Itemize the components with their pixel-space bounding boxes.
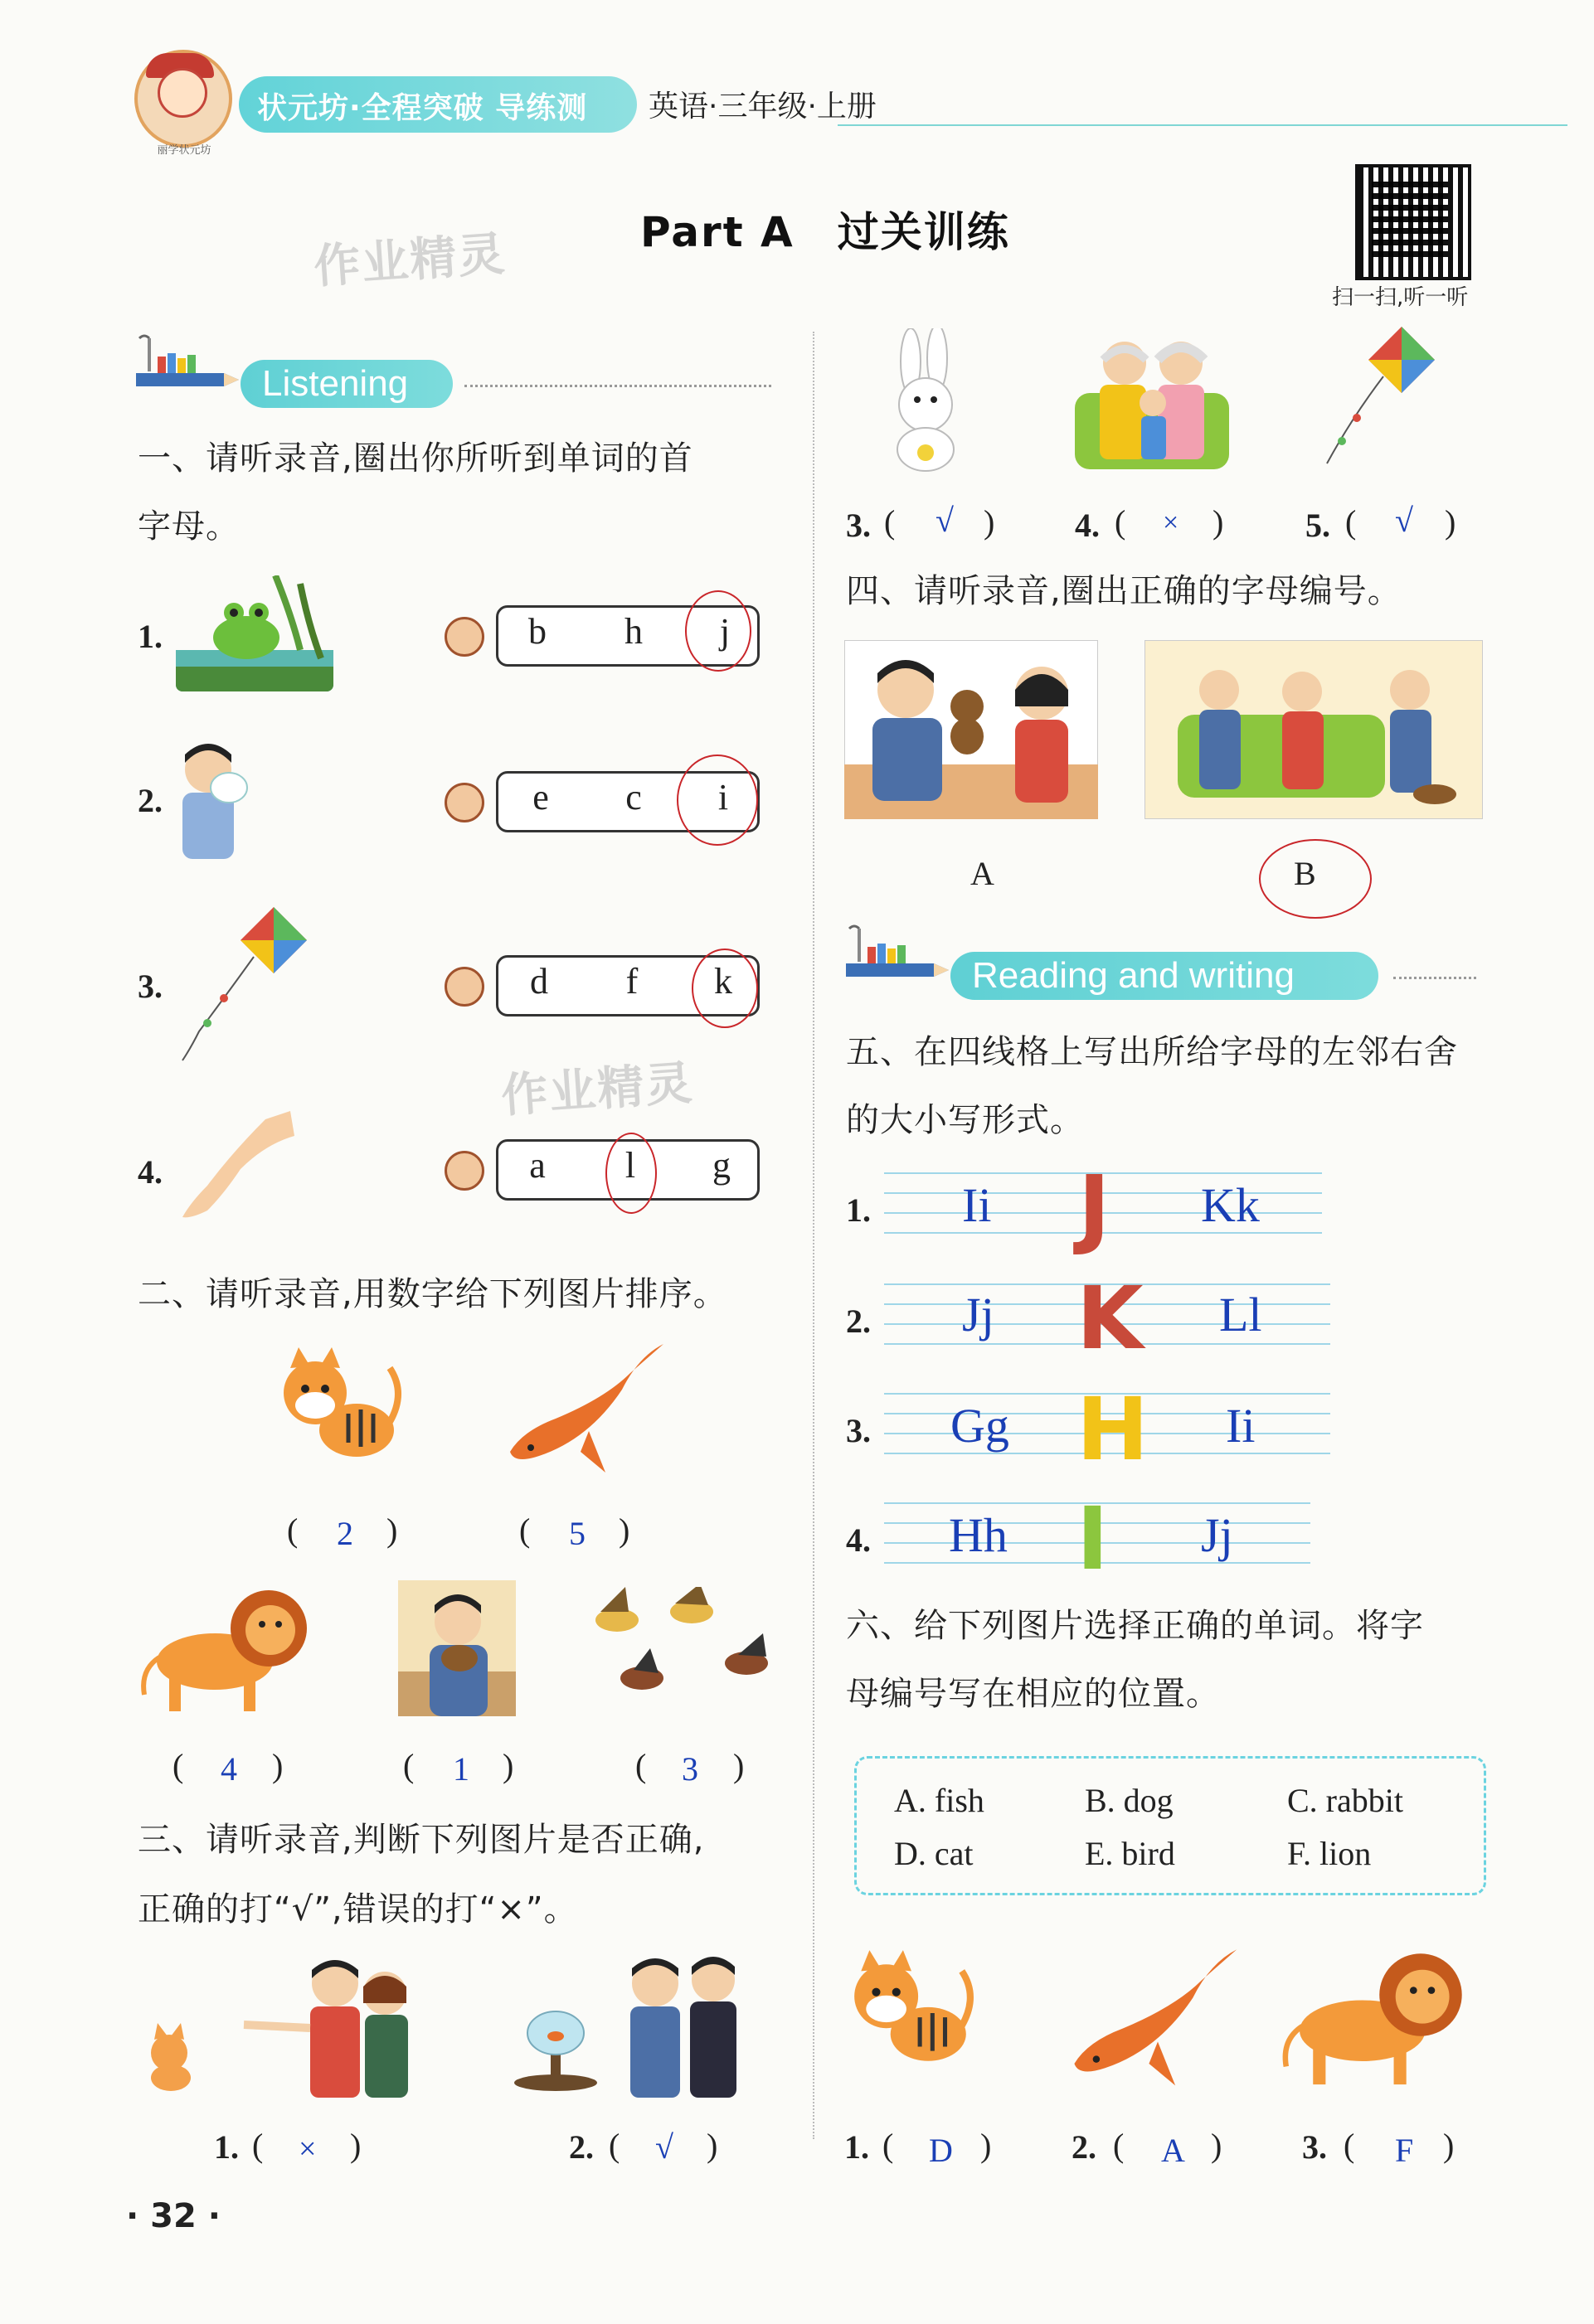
q3-item-number: 4. (1075, 507, 1100, 544)
q3-item-number: 2. (569, 2128, 594, 2166)
q5-right-answer[interactable]: Kk (1201, 1178, 1260, 1232)
listen-girl-icon (445, 1151, 484, 1191)
q5-left-answer[interactable]: Gg (950, 1399, 1009, 1453)
fish-icon (506, 1340, 672, 1481)
q2-title: 二、请听录音,用数字给下列图片排序。 (138, 1275, 727, 1313)
q3-answer[interactable]: √ (1395, 502, 1413, 539)
q1-item-number: 2. (138, 782, 163, 819)
q4-title: 四、请听录音,圈出正确的字母编号。 (846, 572, 1402, 610)
q3-paren-right: ) (707, 2127, 718, 2164)
word-option: B. dog (1085, 1782, 1174, 1819)
q6-answer[interactable]: A (1161, 2132, 1185, 2169)
fish-bowl-kids-icon (514, 1950, 755, 2101)
pencil-books-icon (843, 922, 950, 980)
q2-answer[interactable]: 1 (453, 1750, 469, 1788)
section-dots (1393, 977, 1476, 979)
q6-paren-right: ) (1211, 2127, 1222, 2164)
cat-kids-icon (136, 1953, 423, 2103)
lion-icon (1277, 1940, 1476, 2094)
listen-girl-icon (445, 617, 484, 657)
q6-paren-left: ( (1344, 2127, 1355, 2164)
word-option: E. bird (1085, 1835, 1175, 1872)
q3-paren-right: ) (984, 503, 995, 541)
answer-circle (677, 754, 758, 846)
listen-girl-icon (445, 783, 484, 822)
q5-title-line2: 的大小写形式。 (846, 1101, 1084, 1139)
pencil-books-icon (133, 332, 241, 390)
q1-option-letter[interactable]: g (712, 1145, 731, 1186)
q5-left-answer[interactable]: Ii (962, 1178, 992, 1232)
listen-girl-icon (445, 967, 484, 1007)
page-number: · 32 · (126, 2197, 221, 2235)
q5-given-letter: H (1076, 1379, 1149, 1480)
section-listening-label: Listening (241, 360, 453, 408)
word-option: C. rabbit (1287, 1782, 1403, 1819)
q2-paren-left: ( (287, 1511, 299, 1549)
q5-left-answer[interactable]: Jj (962, 1288, 994, 1342)
answer-circle (605, 1133, 657, 1214)
q3-item-number: 5. (1305, 507, 1330, 544)
logo-face-icon (158, 68, 207, 118)
q1-item-number: 3. (138, 968, 163, 1005)
q2-paren-left: ( (403, 1747, 415, 1784)
q2-answer[interactable]: 3 (682, 1750, 698, 1788)
q2-answer[interactable]: 5 (569, 1515, 586, 1552)
q2-paren-right: ) (619, 1511, 630, 1549)
q1-option-letter[interactable]: b (528, 611, 547, 652)
q3-paren-left: ( (252, 2127, 264, 2164)
q1-item-number: 1. (138, 618, 163, 655)
q3-paren-left: ( (609, 2127, 620, 2164)
q1-option-letter[interactable]: k (714, 961, 732, 1002)
header-rule (838, 124, 1567, 126)
q4-option-a[interactable]: A (970, 855, 994, 892)
frog-icon (176, 575, 333, 691)
q4-option-b[interactable]: B (1294, 855, 1316, 892)
column-divider (813, 332, 814, 2139)
q1-title-line2: 字母。 (138, 507, 240, 546)
q2-paren-right: ) (503, 1747, 514, 1784)
word-bank (854, 1756, 1486, 1895)
q5-right-answer[interactable]: Ll (1219, 1288, 1262, 1342)
q3-paren-left: ( (884, 503, 896, 541)
q3-answer[interactable]: × (299, 2132, 317, 2166)
q1-option-letter[interactable]: c (625, 777, 642, 818)
q5-given-letter: K (1076, 1268, 1144, 1369)
q1-option-letter[interactable]: a (529, 1145, 546, 1186)
q1-option-letter[interactable]: h (624, 611, 643, 652)
q3-paren-left: ( (1345, 503, 1357, 541)
q2-paren-left: ( (635, 1747, 647, 1784)
qr-caption: 扫一扫,听一听 (1332, 285, 1469, 310)
q1-option-letter[interactable]: f (625, 961, 639, 1002)
watermark: 作业精灵 (499, 1055, 696, 1124)
q5-left-answer[interactable]: Hh (949, 1508, 1008, 1562)
q2-paren-right: ) (733, 1747, 745, 1784)
q3-answer[interactable]: √ (936, 502, 954, 539)
q1-option-letter[interactable]: j (719, 611, 731, 652)
q3-answer[interactable]: √ (655, 2128, 673, 2166)
q3-title-line2: 正确的打“√”,错误的打“×”。 (138, 1890, 578, 1929)
q2-paren-left: ( (173, 1747, 184, 1784)
q5-given-letter: I (1076, 1488, 1109, 1589)
family-icon (1075, 327, 1229, 469)
boy-dog-icon (398, 1580, 516, 1716)
q5-item-number: 4. (846, 1521, 871, 1559)
word-option: F. lion (1287, 1835, 1372, 1872)
q6-paren-right: ) (1443, 2127, 1455, 2164)
kite-icon (174, 907, 315, 1065)
q1-item-number: 4. (138, 1153, 163, 1191)
q5-item-number: 2. (846, 1303, 871, 1340)
q2-paren-right: ) (272, 1747, 284, 1784)
q3-paren-right: ) (350, 2127, 362, 2164)
birds-icon (584, 1587, 780, 1713)
tiger-icon (274, 1343, 406, 1476)
q1-option-letter[interactable]: e (532, 777, 549, 818)
answer-circle (692, 949, 758, 1028)
q2-paren-left: ( (519, 1511, 531, 1549)
tiger-icon (844, 1940, 979, 2086)
q1-title-line1: 一、请听录音,圈出你所听到单词的首 (138, 439, 693, 478)
q6-paren-left: ( (882, 2127, 894, 2164)
kite-icon (1319, 327, 1440, 468)
q3-paren-right: ) (1213, 503, 1224, 541)
q2-answer[interactable]: 4 (221, 1750, 237, 1788)
q1-option-letter[interactable]: i (717, 777, 729, 818)
q6-paren-right: ) (980, 2127, 992, 2164)
q5-right-answer[interactable]: Ii (1226, 1399, 1256, 1453)
q4-picture-a (844, 640, 1098, 819)
q6-paren-left: ( (1113, 2127, 1125, 2164)
q3-paren-left: ( (1115, 503, 1126, 541)
leg-icon (174, 1103, 299, 1227)
q3-answer[interactable]: × (1163, 507, 1179, 538)
q4-picture-b (1144, 640, 1483, 819)
answer-circle (685, 590, 751, 672)
word-option: A. fish (894, 1782, 984, 1819)
book-title: 英语·三年级·上册 (649, 90, 877, 124)
q5-item-number: 3. (846, 1412, 871, 1449)
page-title: Part A 过关训练 (640, 208, 1010, 256)
q2-answer[interactable]: 2 (337, 1515, 353, 1552)
fish-icon (1068, 1945, 1247, 2094)
q2-paren-right: ) (386, 1511, 398, 1549)
word-option: D. cat (894, 1835, 974, 1872)
rabbit-icon (877, 328, 977, 474)
q3-title-line1: 三、请听录音,判断下列图片是否正确, (138, 1821, 705, 1859)
boy-sneeze-icon (171, 738, 254, 862)
q6-item-number: 3. (1302, 2128, 1327, 2166)
qr-code-pattern (1372, 181, 1448, 257)
q3-item-number: 1. (214, 2128, 239, 2166)
q6-answer[interactable]: F (1395, 2132, 1414, 2169)
q5-item-number: 1. (846, 1191, 871, 1229)
q3-item-number: 3. (846, 507, 871, 544)
section-dots (464, 385, 771, 387)
q5-given-letter: J (1078, 1157, 1110, 1258)
q6-item-number: 1. (844, 2128, 869, 2166)
q3-paren-right: ) (1445, 503, 1456, 541)
q1-option-letter[interactable]: d (530, 961, 548, 1002)
section-reading-writing-label: Reading and writing (950, 952, 1378, 1000)
q6-title-line1: 六、给下列图片选择正确的单词。将字 (846, 1607, 1424, 1645)
lion-icon (136, 1579, 320, 1720)
q6-item-number: 2. (1072, 2128, 1096, 2166)
q5-right-answer[interactable]: Jj (1201, 1508, 1233, 1562)
q1-option-letter[interactable]: l (624, 1145, 636, 1186)
series-banner-text: 状元坊·全程突破 导练测 (257, 91, 588, 125)
logo-caption: 丽学状元坊 (157, 144, 211, 157)
q5-title-line1: 五、在四线格上写出所给字母的左邻右舍 (846, 1033, 1458, 1071)
q6-title-line2: 母编号写在相应的位置。 (846, 1675, 1220, 1713)
q6-answer[interactable]: D (929, 2132, 953, 2169)
watermark: 作业精灵 (312, 226, 508, 295)
answer-circle (1259, 839, 1372, 919)
